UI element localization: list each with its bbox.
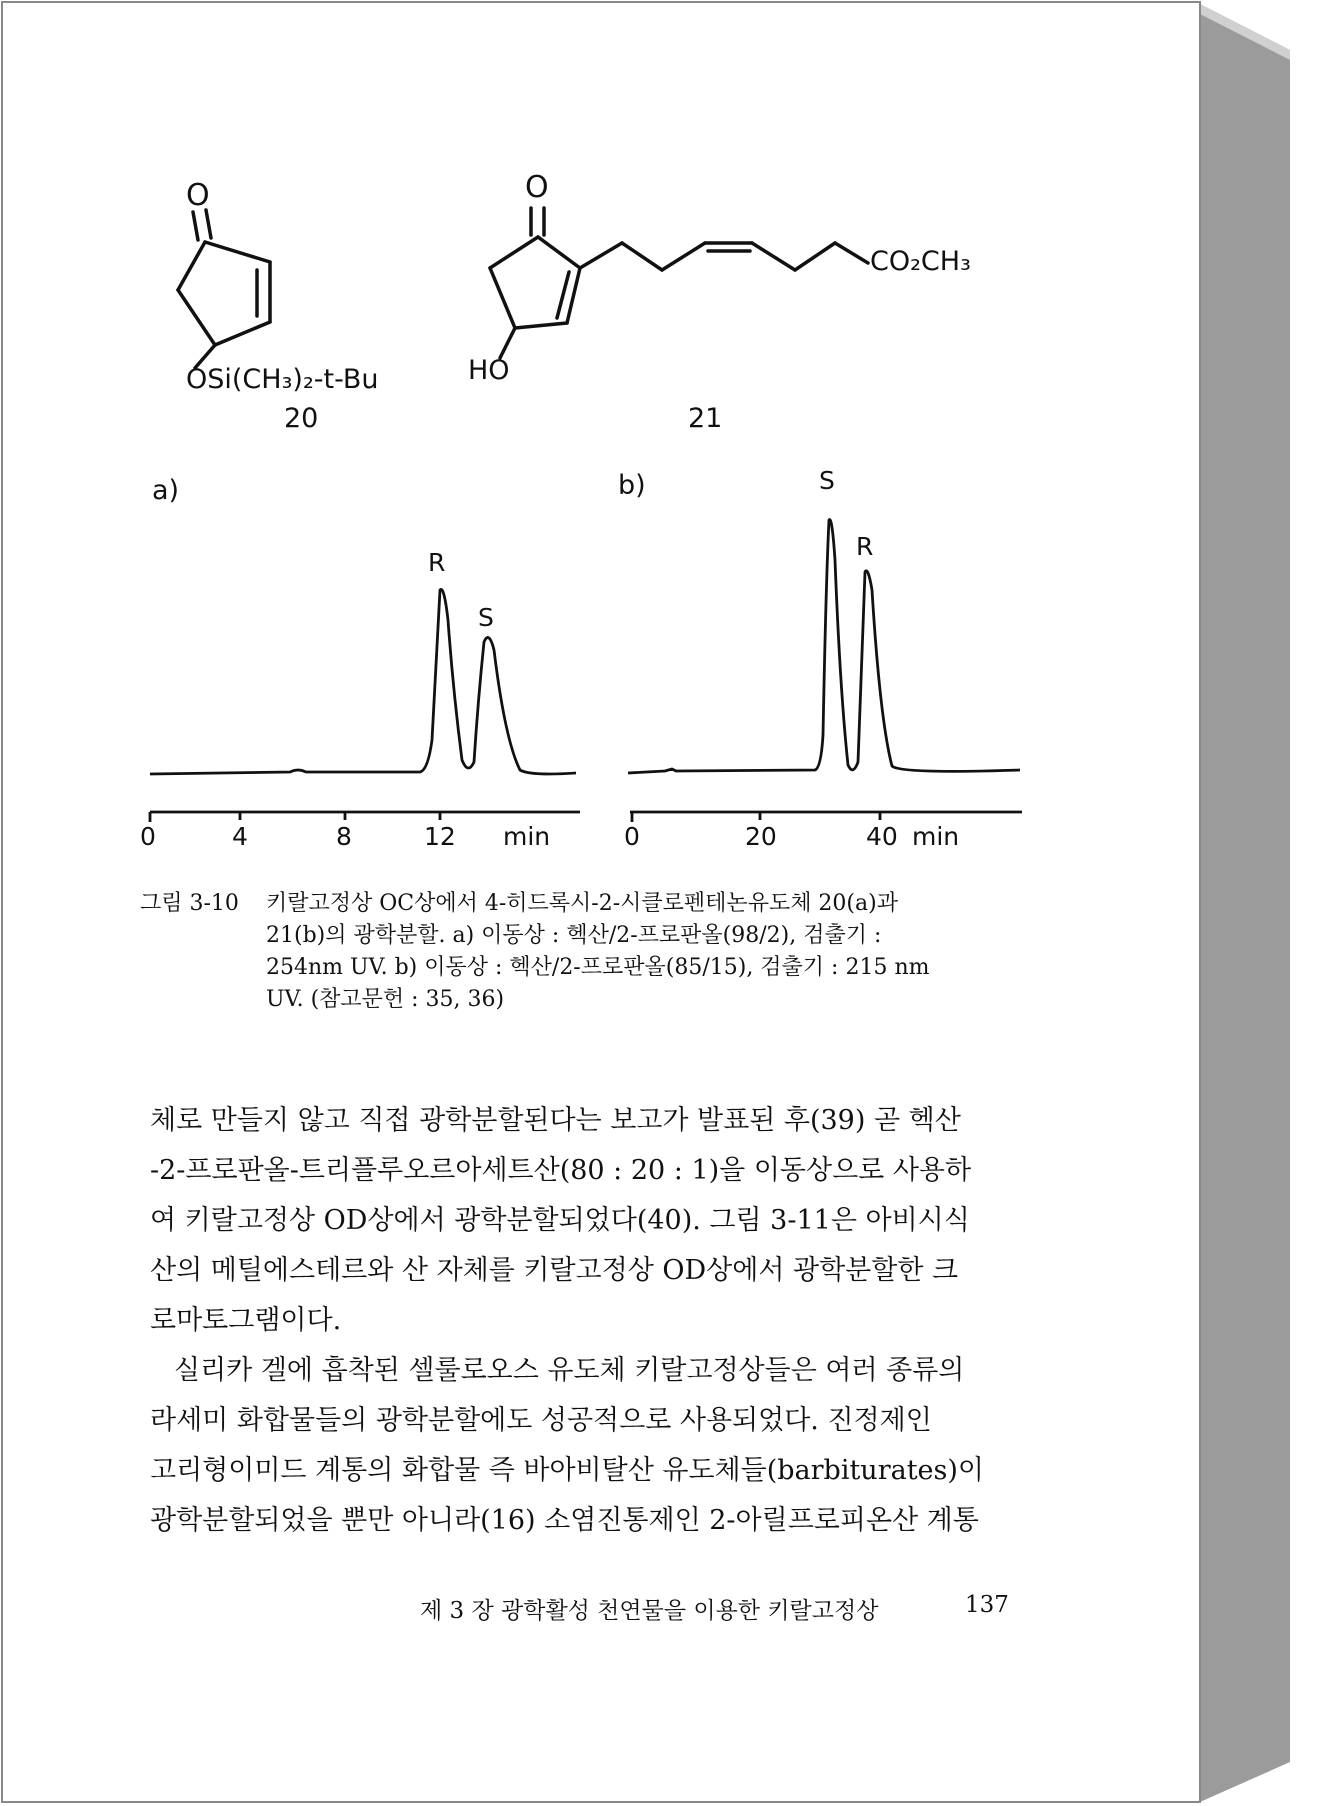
chromatogram-a-peak-label-r: R <box>428 548 446 577</box>
text-line: 라세미 화합물들의 광학분할에도 성공적으로 사용되었다. 진정제인 <box>150 1405 932 1436</box>
compound21-oxygen: O <box>525 170 549 205</box>
compound21-hydroxyl: HO <box>468 355 510 386</box>
compound21-number: 21 <box>688 403 723 434</box>
text-line: 광학분할되었을 뿐만 아니라(16) 소염진통제인 2-아릴프로피온산 계통 <box>150 1505 979 1536</box>
compound21-side-chain-end: CO₂CH₃ <box>870 246 971 277</box>
page-number: 137 <box>965 1592 1009 1618</box>
compound20-number: 20 <box>284 403 319 434</box>
chromatogram-a-panel-label: a) <box>152 475 180 506</box>
chromatogram-a-tick-label: 0 <box>140 822 156 851</box>
compound20-substituent: OSi(CH₃)₂-t-Bu <box>186 364 379 395</box>
text-line: 로마토그램이다. <box>150 1305 342 1336</box>
chromatogram-b-peak-label-s: S <box>819 466 835 495</box>
figure-caption-line: 21(b)의 광학분할. a) 이동상 : 헥산/2-프로판올(98/2), 검출기 : <box>266 923 882 948</box>
chromatogram-a-tick-label: 8 <box>336 822 352 851</box>
compound20-oxygen: O <box>186 178 210 213</box>
text-line: 체로 만들지 않고 직접 광학분할된다는 보고가 발표된 후(39) 곧 헥산 <box>150 1105 961 1136</box>
chromatogram-a-tick-label: 12 <box>424 822 456 851</box>
chromatogram-b-panel-label: b) <box>618 470 646 501</box>
chromatogram-a-axis-unit: min <box>503 822 551 851</box>
chromatogram-b-axis-unit: min <box>912 822 960 851</box>
text-line: 실리카 겔에 흡착된 셀룰로오스 유도체 키랄고정상들은 여러 종류의 <box>174 1355 965 1386</box>
figure-caption-line: UV. (참고문헌 : 35, 36) <box>266 987 505 1012</box>
chromatogram-b-trace <box>628 520 1020 774</box>
text-line: 여 키랄고정상 OD상에서 광학분할되었다(40). 그림 3-11은 아비시식 <box>150 1205 970 1236</box>
chromatogram-b-peak-label-r: R <box>856 532 874 561</box>
chromatogram-a-tick-label: 4 <box>232 822 248 851</box>
text-line: -2-프로판올-트리플루오르아세트산(80 : 20 : 1)을 이동상으로 사용하 <box>150 1155 972 1186</box>
text-line: 산의 메틸에스테르와 산 자체를 키랄고정상 OD상에서 광학분할한 크 <box>150 1255 959 1286</box>
figure-caption-line: 254nm UV. b) 이동상 : 헥산/2-프로판올(85/15), 검출기 : 215 nm <box>266 955 930 980</box>
figure-caption-label: 그림 3-10 <box>140 891 239 916</box>
figure-caption-line: 키랄고정상 OC상에서 4-히드록시-2-시클로펜테논유도체 20(a)과 <box>266 891 898 916</box>
chromatogram-a-peak-label-s: S <box>478 603 494 632</box>
chromatograms <box>0 0 1200 880</box>
chromatogram-b-tick-label: 0 <box>624 822 640 851</box>
chromatogram-b-tick-label: 20 <box>745 822 777 851</box>
chromatogram-a-trace <box>150 589 576 774</box>
running-footer: 제 3 장 광학활성 천연물을 이용한 키랄고정상 <box>420 1598 879 1624</box>
text-line: 고리형이미드 계통의 화합물 즉 바아비탈산 유도체들(barbiturates)이 <box>150 1455 984 1486</box>
chromatogram-b-tick-label: 40 <box>866 822 898 851</box>
